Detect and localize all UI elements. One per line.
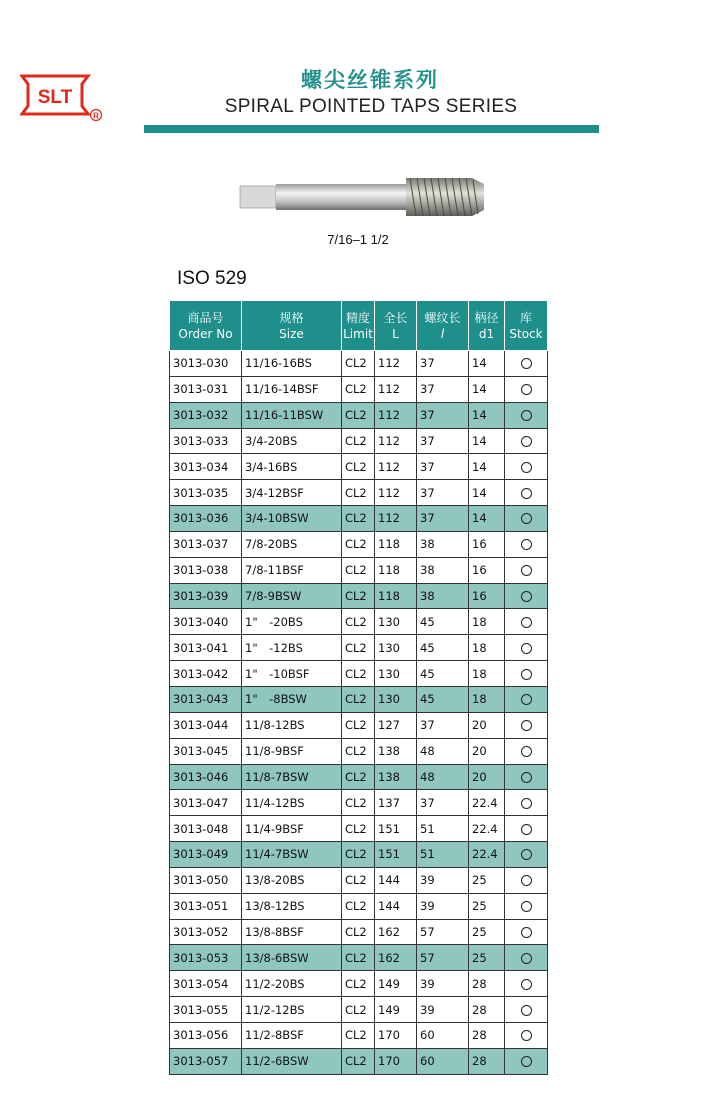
cell-order-no: 3013-044 [170, 712, 242, 738]
table-row [170, 738, 548, 764]
cell-limit: CL2 [342, 480, 375, 506]
stock-circle-icon [521, 1056, 532, 1067]
column-header-cn: 柄径 [474, 310, 499, 325]
cell-d1: 22.4 [469, 816, 505, 842]
cell-order-no: 3013-049 [170, 842, 242, 868]
cell-stock [505, 764, 548, 790]
column-header-cn: 全长 [383, 310, 408, 325]
cell-size: 11/16-16BS [242, 351, 342, 377]
cell-d1: 14 [469, 506, 505, 532]
cell-order-no: 3013-053 [170, 945, 242, 971]
cell-l: 37 [417, 402, 469, 428]
cell-d1: 20 [469, 712, 505, 738]
stock-circle-icon [521, 694, 532, 705]
column-header-cn: 规格 [279, 310, 304, 325]
cell-l: 144 [375, 867, 417, 893]
stock-circle-icon [521, 488, 532, 499]
cell-d1: 18 [469, 686, 505, 712]
cell-stock [505, 583, 548, 609]
stock-circle-icon [521, 849, 532, 860]
cell-stock [505, 945, 548, 971]
cell-size: 13/8-12BS [242, 893, 342, 919]
table-row [170, 1022, 548, 1048]
cell-d1: 28 [469, 1048, 505, 1074]
cell-l: 38 [417, 557, 469, 583]
cell-order-no: 3013-042 [170, 661, 242, 687]
cell-size: 13/8-8BSF [242, 919, 342, 945]
cell-d1: 28 [469, 1022, 505, 1048]
cell-size: 3/4-12BSF [242, 480, 342, 506]
standard-label: ISO 529 [177, 268, 247, 289]
cell-l: 162 [375, 945, 417, 971]
table-row [170, 531, 548, 557]
cell-limit: CL2 [342, 971, 375, 997]
cell-d1: 25 [469, 919, 505, 945]
cell-order-no: 3013-034 [170, 454, 242, 480]
stock-circle-icon [521, 927, 532, 938]
cell-limit: CL2 [342, 609, 375, 635]
cell-order-no: 3013-041 [170, 635, 242, 661]
cell-l: 112 [375, 428, 417, 454]
cell-limit: CL2 [342, 842, 375, 868]
cell-limit: CL2 [342, 351, 375, 377]
cell-order-no: 3013-031 [170, 376, 242, 402]
cell-l: 151 [375, 842, 417, 868]
cell-size: 13/8-6BSW [242, 945, 342, 971]
stock-circle-icon [521, 384, 532, 395]
cell-l: 170 [375, 1022, 417, 1048]
cell-order-no: 3013-051 [170, 893, 242, 919]
stock-circle-icon [521, 720, 532, 731]
cell-limit: CL2 [342, 712, 375, 738]
cell-d1: 14 [469, 376, 505, 402]
tap-product-image [236, 172, 486, 222]
cell-stock [505, 402, 548, 428]
column-header-en: l [440, 326, 445, 341]
stock-circle-icon [521, 669, 532, 680]
cell-stock [505, 997, 548, 1023]
table-row [170, 376, 548, 402]
page-title-english: SPIRAL POINTED TAPS SERIES [224, 96, 518, 117]
cell-d1: 18 [469, 609, 505, 635]
cell-limit: CL2 [342, 686, 375, 712]
cell-l: 137 [375, 790, 417, 816]
cell-l: 130 [375, 635, 417, 661]
table-row [170, 635, 548, 661]
cell-l: 37 [417, 506, 469, 532]
cell-limit: CL2 [342, 557, 375, 583]
cell-size: 7/8-20BS [242, 531, 342, 557]
column-header-en: L [392, 326, 399, 341]
column-header-en: Size [279, 326, 304, 341]
cell-l: 118 [375, 557, 417, 583]
cell-size: 11/8-9BSF [242, 738, 342, 764]
cell-l: 112 [375, 454, 417, 480]
cell-order-no: 3013-030 [170, 351, 242, 377]
cell-d1: 25 [469, 945, 505, 971]
cell-order-no: 3013-055 [170, 997, 242, 1023]
cell-l: 37 [417, 790, 469, 816]
cell-l: 170 [375, 1048, 417, 1074]
table-row [170, 867, 548, 893]
cell-order-no: 3013-046 [170, 764, 242, 790]
cell-size: 11/16-11BSW [242, 402, 342, 428]
stock-circle-icon [521, 410, 532, 421]
cell-order-no: 3013-043 [170, 686, 242, 712]
cell-l: 51 [417, 842, 469, 868]
cell-order-no: 3013-054 [170, 971, 242, 997]
cell-d1: 14 [469, 428, 505, 454]
spec-table [169, 300, 548, 1075]
cell-order-no: 3013-037 [170, 531, 242, 557]
cell-limit: CL2 [342, 454, 375, 480]
cell-size: 1" -20BS [242, 609, 342, 635]
cell-limit: CL2 [342, 997, 375, 1023]
cell-l: 130 [375, 686, 417, 712]
column-header [375, 301, 417, 351]
cell-stock [505, 919, 548, 945]
cell-limit: CL2 [342, 816, 375, 842]
column-header [170, 301, 242, 351]
cell-l: 60 [417, 1048, 469, 1074]
table-row [170, 816, 548, 842]
svg-text:SLT: SLT [37, 87, 73, 108]
cell-order-no: 3013-039 [170, 583, 242, 609]
cell-size: 1" -8BSW [242, 686, 342, 712]
cell-d1: 20 [469, 764, 505, 790]
cell-order-no: 3013-050 [170, 867, 242, 893]
cell-size: 3/4-16BS [242, 454, 342, 480]
cell-l: 112 [375, 376, 417, 402]
cell-l: 118 [375, 583, 417, 609]
cell-stock [505, 790, 548, 816]
table-row [170, 351, 548, 377]
cell-l: 127 [375, 712, 417, 738]
cell-limit: CL2 [342, 506, 375, 532]
cell-d1: 16 [469, 531, 505, 557]
cell-stock [505, 480, 548, 506]
cell-stock [505, 971, 548, 997]
cell-l: 112 [375, 351, 417, 377]
cell-stock [505, 686, 548, 712]
table-row [170, 583, 548, 609]
cell-l: 38 [417, 531, 469, 557]
stock-circle-icon [521, 875, 532, 886]
column-header-en: Stock [509, 326, 543, 341]
table-row [170, 557, 548, 583]
cell-l: 45 [417, 686, 469, 712]
cell-l: 48 [417, 764, 469, 790]
cell-limit: CL2 [342, 764, 375, 790]
cell-l: 151 [375, 816, 417, 842]
table-row [170, 686, 548, 712]
table-row [170, 790, 548, 816]
cell-l: 149 [375, 997, 417, 1023]
cell-stock [505, 635, 548, 661]
cell-d1: 22.4 [469, 790, 505, 816]
column-header-cn: 商品号 [187, 310, 224, 325]
cell-stock [505, 867, 548, 893]
cell-order-no: 3013-036 [170, 506, 242, 532]
cell-size: 11/2-20BS [242, 971, 342, 997]
cell-d1: 14 [469, 402, 505, 428]
cell-size: 7/8-11BSF [242, 557, 342, 583]
stock-circle-icon [521, 1030, 532, 1041]
cell-l: 48 [417, 738, 469, 764]
cell-limit: CL2 [342, 1022, 375, 1048]
stock-circle-icon [521, 513, 532, 524]
cell-limit: CL2 [342, 583, 375, 609]
stock-circle-icon [521, 617, 532, 628]
cell-l: 39 [417, 997, 469, 1023]
column-header [505, 301, 548, 351]
cell-d1: 18 [469, 635, 505, 661]
stock-circle-icon [521, 643, 532, 654]
cell-order-no: 3013-048 [170, 816, 242, 842]
cell-d1: 20 [469, 738, 505, 764]
cell-order-no: 3013-057 [170, 1048, 242, 1074]
cell-l: 112 [375, 402, 417, 428]
cell-d1: 14 [469, 351, 505, 377]
table-row [170, 609, 548, 635]
cell-size: 11/16-14BSF [242, 376, 342, 402]
cell-stock [505, 661, 548, 687]
cell-stock [505, 1048, 548, 1074]
cell-size: 3/4-10BSW [242, 506, 342, 532]
cell-l: 37 [417, 480, 469, 506]
cell-limit: CL2 [342, 893, 375, 919]
cell-size: 1" -10BSF [242, 661, 342, 687]
cell-d1: 16 [469, 557, 505, 583]
cell-l: 112 [375, 506, 417, 532]
stock-circle-icon [521, 824, 532, 835]
cell-size: 11/2-12BS [242, 997, 342, 1023]
stock-circle-icon [521, 591, 532, 602]
cell-order-no: 3013-040 [170, 609, 242, 635]
cell-limit: CL2 [342, 919, 375, 945]
cell-l: 37 [417, 712, 469, 738]
cell-size: 11/4-7BSW [242, 842, 342, 868]
cell-stock [505, 376, 548, 402]
cell-order-no: 3013-038 [170, 557, 242, 583]
cell-l: 144 [375, 893, 417, 919]
cell-l: 45 [417, 661, 469, 687]
stock-circle-icon [521, 772, 532, 783]
cell-l: 60 [417, 1022, 469, 1048]
cell-limit: CL2 [342, 867, 375, 893]
cell-order-no: 3013-033 [170, 428, 242, 454]
column-header-en: d1 [478, 326, 495, 341]
table-row [170, 661, 548, 687]
cell-stock [505, 428, 548, 454]
cell-stock [505, 351, 548, 377]
cell-d1: 25 [469, 893, 505, 919]
cell-limit: CL2 [342, 1048, 375, 1074]
cell-d1: 25 [469, 867, 505, 893]
cell-d1: 18 [469, 661, 505, 687]
column-header-cn: 库 [519, 310, 532, 325]
column-header-en: Order No [178, 326, 233, 341]
cell-l: 118 [375, 531, 417, 557]
cell-size: 11/2-8BSF [242, 1022, 342, 1048]
cell-l: 162 [375, 919, 417, 945]
cell-d1: 22.4 [469, 842, 505, 868]
stock-circle-icon [521, 358, 532, 369]
stock-circle-icon [521, 565, 532, 576]
spec-table-header [170, 301, 548, 351]
column-header [469, 301, 505, 351]
cell-l: 39 [417, 867, 469, 893]
cell-l: 51 [417, 816, 469, 842]
cell-stock [505, 1022, 548, 1048]
cell-d1: 28 [469, 971, 505, 997]
cell-size: 13/8-20BS [242, 867, 342, 893]
cell-l: 57 [417, 945, 469, 971]
tap-size-range-caption: 7/16–1 1/2 [327, 232, 389, 247]
table-row [170, 893, 548, 919]
cell-size: 11/8-12BS [242, 712, 342, 738]
table-row [170, 428, 548, 454]
table-row [170, 945, 548, 971]
cell-limit: CL2 [342, 945, 375, 971]
cell-l: 130 [375, 609, 417, 635]
cell-d1: 16 [469, 583, 505, 609]
cell-order-no: 3013-052 [170, 919, 242, 945]
stock-circle-icon [521, 436, 532, 447]
cell-size: 1" -12BS [242, 635, 342, 661]
cell-stock [505, 816, 548, 842]
table-row [170, 842, 548, 868]
stock-circle-icon [521, 746, 532, 757]
table-row [170, 506, 548, 532]
cell-size: 11/4-12BS [242, 790, 342, 816]
cell-l: 45 [417, 635, 469, 661]
cell-l: 39 [417, 971, 469, 997]
column-header-cn: 精度 [345, 310, 370, 325]
cell-limit: CL2 [342, 790, 375, 816]
cell-size: 11/8-7BSW [242, 764, 342, 790]
spec-table-body [170, 351, 548, 1075]
cell-size: 3/4-20BS [242, 428, 342, 454]
cell-stock [505, 506, 548, 532]
cell-size: 7/8-9BSW [242, 583, 342, 609]
cell-order-no: 3013-045 [170, 738, 242, 764]
cell-stock [505, 712, 548, 738]
table-row [170, 997, 548, 1023]
table-row [170, 402, 548, 428]
cell-l: 39 [417, 893, 469, 919]
stock-circle-icon [521, 979, 532, 990]
cell-l: 37 [417, 351, 469, 377]
table-row [170, 454, 548, 480]
page-title-chinese: 螺尖丝锥系列 [301, 68, 439, 92]
title-divider [144, 125, 599, 133]
table-row [170, 971, 548, 997]
cell-limit: CL2 [342, 428, 375, 454]
cell-limit: CL2 [342, 376, 375, 402]
column-header [417, 301, 469, 351]
cell-l: 37 [417, 454, 469, 480]
cell-stock [505, 609, 548, 635]
cell-stock [505, 842, 548, 868]
cell-limit: CL2 [342, 635, 375, 661]
cell-order-no: 3013-035 [170, 480, 242, 506]
cell-l: 149 [375, 971, 417, 997]
cell-l: 130 [375, 661, 417, 687]
stock-circle-icon [521, 462, 532, 473]
cell-stock [505, 557, 548, 583]
cell-limit: CL2 [342, 531, 375, 557]
cell-stock [505, 738, 548, 764]
cell-stock [505, 893, 548, 919]
column-header-en: Limit [343, 326, 373, 341]
cell-l: 38 [417, 583, 469, 609]
table-row [170, 919, 548, 945]
cell-l: 57 [417, 919, 469, 945]
table-row [170, 1048, 548, 1074]
cell-l: 138 [375, 764, 417, 790]
cell-stock [505, 454, 548, 480]
cell-stock [505, 531, 548, 557]
stock-circle-icon [521, 539, 532, 550]
cell-size: 11/4-9BSF [242, 816, 342, 842]
stock-circle-icon [521, 798, 532, 809]
table-row [170, 480, 548, 506]
cell-l: 138 [375, 738, 417, 764]
column-header-cn: 螺纹长 [424, 310, 461, 325]
cell-order-no: 3013-032 [170, 402, 242, 428]
table-row [170, 764, 548, 790]
column-header [242, 301, 342, 351]
cell-limit: CL2 [342, 738, 375, 764]
cell-order-no: 3013-047 [170, 790, 242, 816]
column-header [342, 301, 375, 351]
stock-circle-icon [521, 953, 532, 964]
cell-l: 37 [417, 376, 469, 402]
cell-limit: CL2 [342, 661, 375, 687]
cell-d1: 14 [469, 454, 505, 480]
cell-d1: 28 [469, 997, 505, 1023]
svg-text:R: R [93, 111, 99, 121]
stock-circle-icon [521, 901, 532, 912]
cell-l: 112 [375, 480, 417, 506]
cell-size: 11/2-6BSW [242, 1048, 342, 1074]
cell-l: 45 [417, 609, 469, 635]
cell-order-no: 3013-056 [170, 1022, 242, 1048]
cell-limit: CL2 [342, 402, 375, 428]
cell-d1: 14 [469, 480, 505, 506]
table-row [170, 712, 548, 738]
stock-circle-icon [521, 1005, 532, 1016]
cell-l: 37 [417, 428, 469, 454]
